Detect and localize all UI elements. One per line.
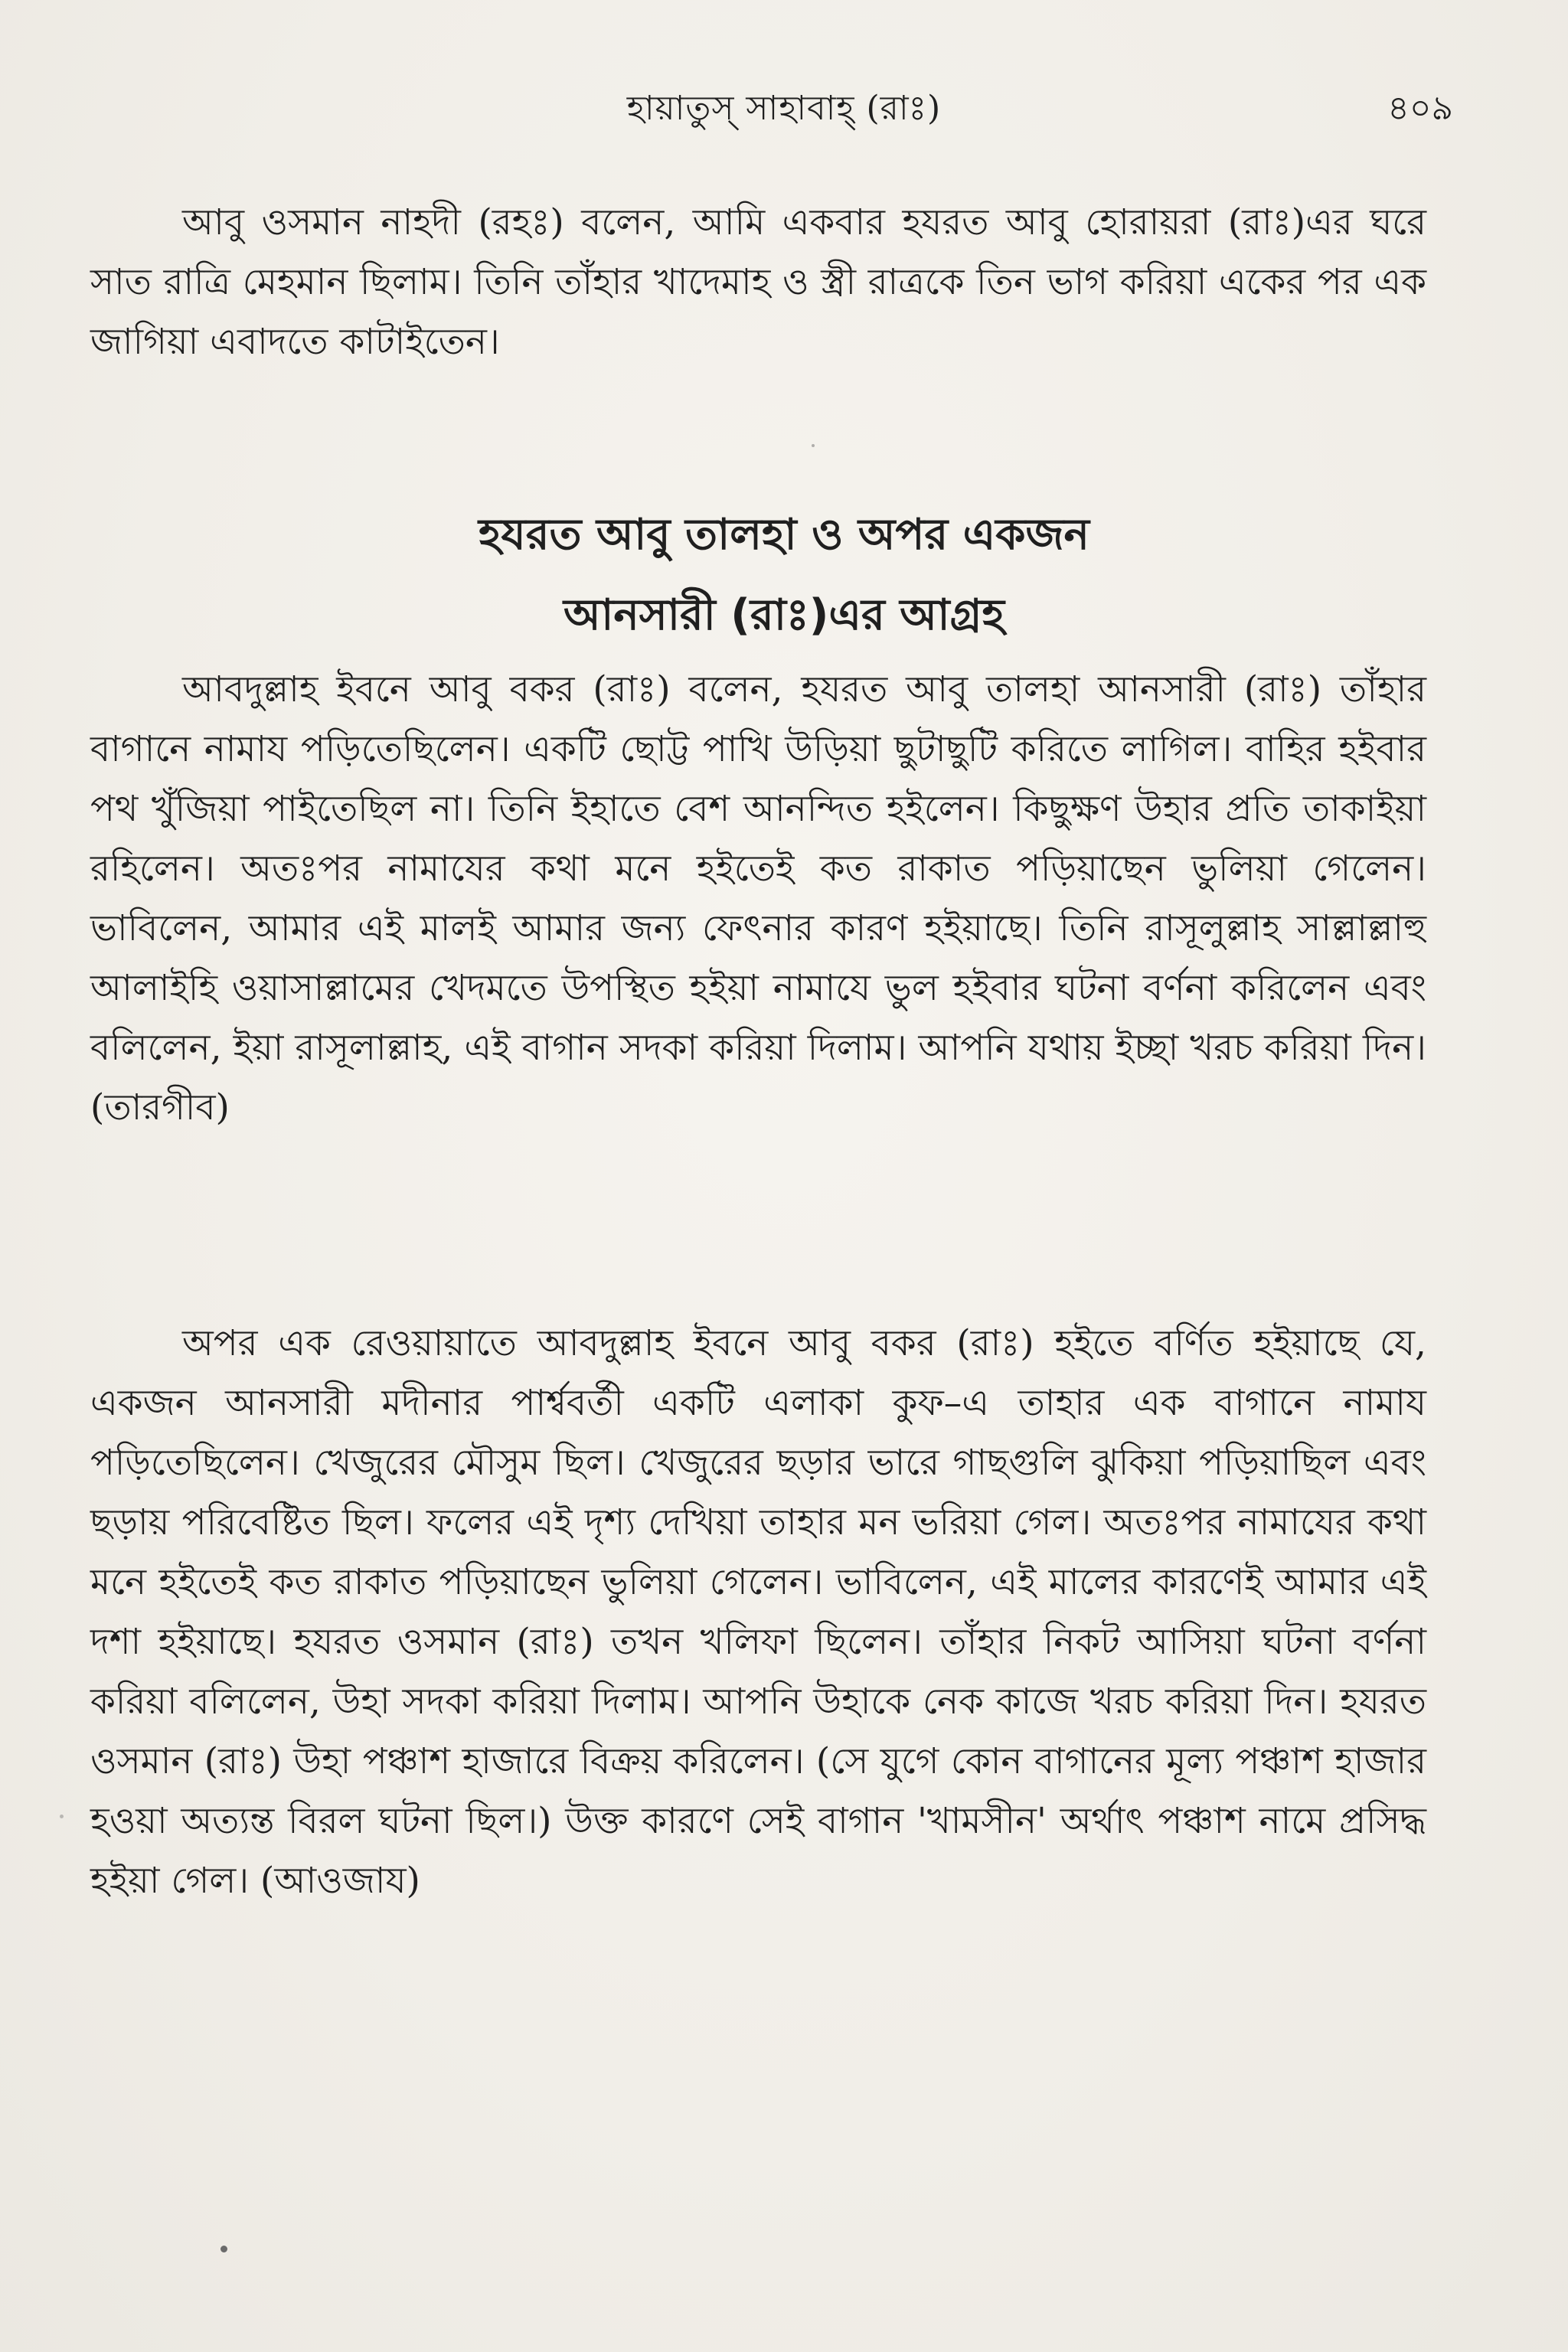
paper-speck bbox=[812, 444, 815, 447]
paragraph-2: আবদুল্লাহ ইবনে আবু বকর (রাঃ) বলেন, হযরত আবু তালহা আনসারী (রাঃ) তাঁহার বাগানে নামায পড়িতেছিলেন। একটি ছোট্ট পাখি উড়িয়া ছুটাছুটি করিতে লাগিল। বাহির হইবার পথ খুঁজিয়া পাইতেছিল না। তিনি ইহাতে বেশ আনন্দিত হইলেন। কিছুক্ষণ উহার প্রতি তাকাইয়া রহিলেন। অতঃপর নামাযের কথা মনে হইতেই কত রাকাত পড়িয়াছেন ভুলিয়া গেলেন। ভাবিলেন, আমার এই মালই আমার জন্য ফেৎনার কারণ হইয়াছে। তিনি রাসূলুল্লাহ সাল্লাল্লাহু আলাইহি ওয়াসাল্লামের খেদমতে উপস্থিত হইয়া নামাযে ভুল হইবার ঘটনা বর্ণনা করিলেন এবং বলিলেন, ইয়া রাসূলাল্লাহ, এই বাগান সদকা করিয়া দিলাম। আপনি যথায় ইচ্ছা খরচ করিয়া দিন। (তারগীব) bbox=[90, 668, 1426, 1129]
running-title: হায়াতুস্‌ সাহাবাহ্‌ (রাঃ) bbox=[626, 89, 942, 128]
paragraph-1: আবু ওসমান নাহদী (রহঃ) বলেন, আমি একবার হযরত আবু হোরায়রা (রাঃ)এর ঘরে সাত রাত্রি মেহমান ছিলাম। তিনি তাঁহার খাদেমাহ ও স্ত্রী রাত্রকে তিন ভাগ করিয়া একের পর এক জাগিয়া এবাদতে কাটাইতেন। bbox=[90, 201, 1426, 363]
page-number: ৪০৯ bbox=[1387, 89, 1453, 128]
paper-speck bbox=[220, 2246, 227, 2252]
paragraph-3: অপর এক রেওয়ায়াতে আবদুল্লাহ ইবনে আবু বকর (রাঃ) হইতে বর্ণিত হইয়াছে যে, একজন আনসারী মদীনার পার্শ্ববর্তী একটি এলাকা কুফ–এ তাহার এক বাগানে নামায পড়িতেছিলেন। খেজুরের মৌসুম ছিল। খেজুরের ছড়ার ভারে গাছগুলি ঝুকিয়া পড়িয়াছিল এবং ছড়ায় পরিবেষ্টিত ছিল। ফলের এই দৃশ্য দেখিয়া তাহার মন ভরিয়া গেল। অতঃপর নামাযের কথা মনে হইতেই কত রাকাত পড়িয়াছেন ভুলিয়া গেলেন। ভাবিলেন, এই মালের কারণেই আমার এই দশা হইয়াছে। হযরত ওসমান (রাঃ) তখন খলিফা ছিলেন। তাঁহার নিকট আসিয়া ঘটনা বর্ণনা করিয়া বলিলেন, উহা সদকা করিয়া দিলাম। আপনি উহাকে নেক কাজে খরচ করিয়া দিন। হযরত ওসমান (রাঃ) উহা পঞ্চাশ হাজারে বিক্রয় করিলেন। (সে যুগে কোন বাগানের মূল্য পঞ্চাশ হাজার হওয়া অত্যন্ত বিরল ঘটনা ছিল।) উক্ত কারণে সেই বাগান 'খামসীন' অর্থাৎ পঞ্চাশ নামে প্রসিদ্ধ হইয়া গেল। (আওজায) bbox=[90, 1322, 1426, 1902]
section-heading-line-1: হযরত আবু তালহা ও অপর একজন bbox=[479, 510, 1089, 560]
paper-speck bbox=[60, 1815, 64, 1818]
section-heading-line-2: আনসারী (রাঃ)এর আগ্রহ bbox=[564, 590, 1004, 640]
